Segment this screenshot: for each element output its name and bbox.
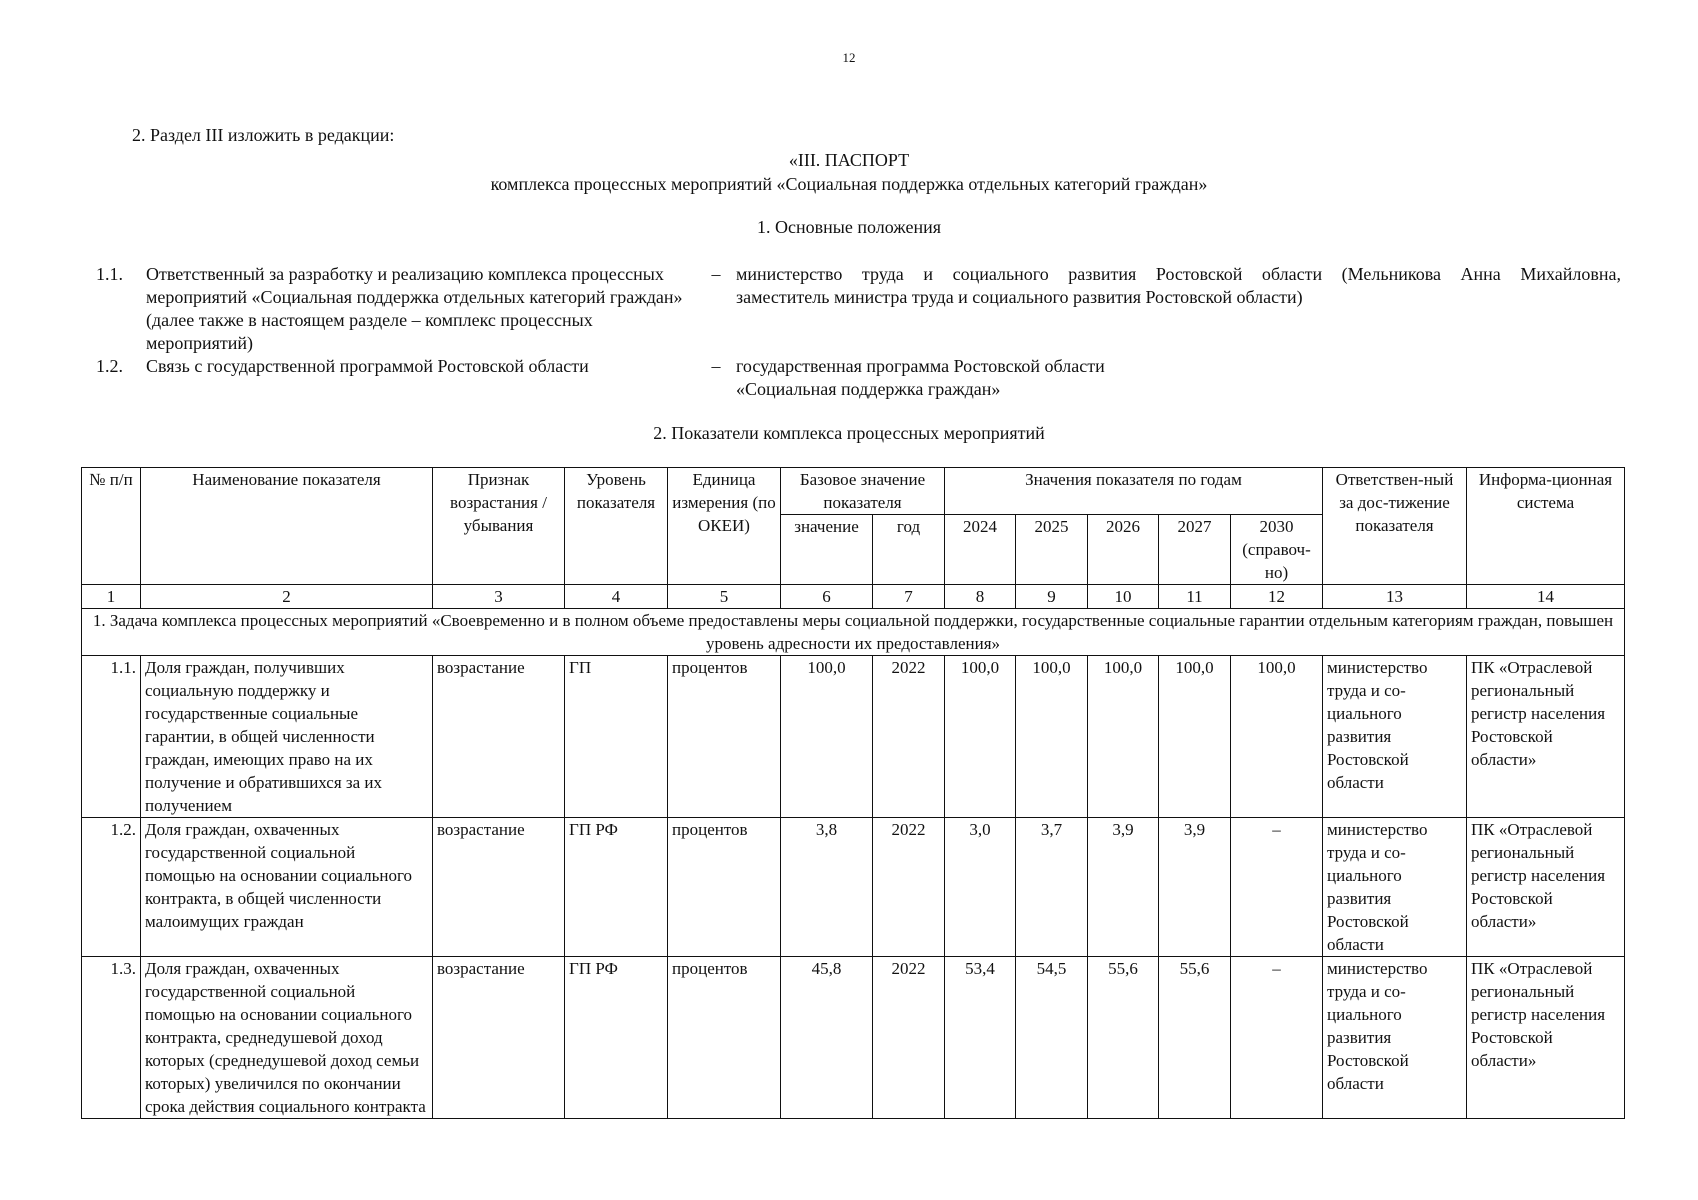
header-base-value: значение	[781, 515, 873, 585]
main-provisions	[96, 263, 1621, 401]
responsible: министерство труда и со-циального развития Ростовской области	[1323, 656, 1467, 818]
header-responsible: Ответствен-ный за дос-тижение показателя	[1323, 468, 1467, 585]
task-text: 1. Задача комплекса процессных мероприятий «Своевременно и в полном объеме предоставлены меры социальной поддержки, государственные социальные гарантии отдельным категориям граждан, повышен уровень адресности их предоставления»	[82, 609, 1625, 656]
base-year: 2022	[873, 818, 945, 957]
provision-dash: –	[711, 264, 721, 284]
indicator-unit: процентов	[668, 656, 781, 818]
indicator-unit: процентов	[668, 818, 781, 957]
column-number: 6	[781, 585, 873, 609]
value-2027: 3,9	[1159, 818, 1231, 957]
column-number: 12	[1231, 585, 1323, 609]
value-2030: –	[1231, 957, 1323, 1119]
provision-number: 1.1.	[96, 264, 123, 284]
indicator-name: Доля граждан, охваченных государственной социальной помощью на основании социального контракта, в общей численности малоимущих граждан	[141, 818, 433, 957]
value-2026: 3,9	[1088, 818, 1159, 957]
header-base: Базовое значение показателя	[781, 468, 945, 515]
column-number: 5	[668, 585, 781, 609]
provision-row	[96, 263, 1621, 355]
provision-number: 1.2.	[96, 356, 123, 376]
column-number: 7	[873, 585, 945, 609]
value-2027: 55,6	[1159, 957, 1231, 1119]
header-name: Наименование показателя	[141, 468, 433, 585]
header-year: 2027	[1159, 515, 1231, 585]
column-number: 2	[141, 585, 433, 609]
header-system: Информа-ционная система	[1467, 468, 1625, 585]
column-number: 11	[1159, 585, 1231, 609]
column-number: 9	[1016, 585, 1088, 609]
column-number: 1	[82, 585, 141, 609]
provision-value-line: министерство труда и социального развития Ростовской области (Мельникова Анна Михайловна,	[736, 264, 1621, 284]
column-number: 8	[945, 585, 1016, 609]
header-level: Уровень показателя	[565, 468, 668, 585]
section2-heading: 2. Показатели комплекса процессных мероприятий	[653, 423, 1045, 443]
indicator-level: ГП	[565, 656, 668, 818]
header-sign: Признак возрастания / убывания	[433, 468, 565, 585]
task-row	[82, 609, 1625, 656]
column-number-row	[82, 585, 1625, 609]
row-number: 1.2.	[82, 818, 141, 957]
table-row	[82, 818, 1625, 957]
column-number: 10	[1088, 585, 1159, 609]
row-number: 1.1.	[82, 656, 141, 818]
responsible: министерство труда и со-циального развития Ростовской области	[1323, 957, 1467, 1119]
header-values: Значения показателя по годам	[945, 468, 1323, 515]
provision-row	[96, 355, 1621, 401]
provision-label: Связь с государственной программой Ростовской области	[146, 356, 589, 376]
header-year: 2026	[1088, 515, 1159, 585]
value-2024: 100,0	[945, 656, 1016, 818]
header-year: 2024	[945, 515, 1016, 585]
indicator-sign: возрастание	[433, 818, 565, 957]
provision-value-line: государственная программа Ростовской области	[736, 356, 1105, 376]
value-2030: 100,0	[1231, 656, 1323, 818]
header-row	[82, 468, 1625, 515]
provision-label: Ответственный за разработку и реализацию комплекса процессных мероприятий «Социальная поддержка отдельных категорий граждан» (далее также в настоящем разделе – комплекс процессных мероприятий)	[146, 264, 683, 353]
passport-subtitle: комплекса процессных мероприятий «Социальная поддержка отдельных категорий граждан»	[490, 174, 1208, 194]
provision-dash: –	[711, 356, 721, 376]
provision-value-line: заместитель министра труда и социального развития Ростовской области)	[736, 287, 1303, 307]
value-2025: 54,5	[1016, 957, 1088, 1119]
header-base-year: год	[873, 515, 945, 585]
indicator-sign: возрастание	[433, 957, 565, 1119]
header-year: 2025	[1016, 515, 1088, 585]
base-year: 2022	[873, 957, 945, 1119]
indicator-sign: возрастание	[433, 656, 565, 818]
header-unit: Единица измерения (по ОКЕИ)	[668, 468, 781, 585]
value-2025: 3,7	[1016, 818, 1088, 957]
passport-heading	[0, 148, 1698, 196]
column-number: 4	[565, 585, 668, 609]
intro-text: 2. Раздел III изложить в редакции:	[132, 125, 395, 145]
column-number: 13	[1323, 585, 1467, 609]
value-2024: 53,4	[945, 957, 1016, 1119]
indicator-level: ГП РФ	[565, 957, 668, 1119]
provision-value	[736, 263, 1621, 355]
base-value: 45,8	[781, 957, 873, 1119]
indicator-level: ГП РФ	[565, 818, 668, 957]
column-number: 14	[1467, 585, 1625, 609]
value-2027: 100,0	[1159, 656, 1231, 818]
value-2030: –	[1231, 818, 1323, 957]
indicator-name: Доля граждан, получивших социальную поддержку и государственные социальные гарантии, в общей численности граждан, имеющих право на их получение и обратившихся за их получением	[141, 656, 433, 818]
section1-heading: 1. Основные положения	[757, 217, 941, 237]
indicators-table	[81, 467, 1625, 1119]
base-value: 100,0	[781, 656, 873, 818]
table-row	[82, 656, 1625, 818]
header-year: 2030 (справоч-но)	[1231, 515, 1323, 585]
header-num: № п/п	[82, 468, 141, 585]
row-number: 1.3.	[82, 957, 141, 1119]
page-number: 12	[842, 50, 856, 65]
base-year: 2022	[873, 656, 945, 818]
provision-value	[736, 355, 1621, 401]
column-number: 3	[433, 585, 565, 609]
indicator-unit: процентов	[668, 957, 781, 1119]
information-system: ПК «Отраслевой региональный регистр населения Ростовской области»	[1467, 656, 1625, 818]
information-system: ПК «Отраслевой региональный регистр населения Ростовской области»	[1467, 957, 1625, 1119]
value-2025: 100,0	[1016, 656, 1088, 818]
value-2026: 55,6	[1088, 957, 1159, 1119]
passport-title: «III. ПАСПОРТ	[788, 150, 910, 170]
value-2026: 100,0	[1088, 656, 1159, 818]
table-row	[82, 957, 1625, 1119]
information-system: ПК «Отраслевой региональный регистр населения Ростовской области»	[1467, 818, 1625, 957]
provision-value-line: «Социальная поддержка граждан»	[736, 379, 1001, 399]
value-2024: 3,0	[945, 818, 1016, 957]
base-value: 3,8	[781, 818, 873, 957]
indicator-name: Доля граждан, охваченных государственной социальной помощью на основании социального контракта, среднедушевой доход которых (среднедушевой доход семьи которых) увеличился по окончании срока действия социального контракта	[141, 957, 433, 1119]
responsible: министерство труда и со-циального развития Ростовской области	[1323, 818, 1467, 957]
